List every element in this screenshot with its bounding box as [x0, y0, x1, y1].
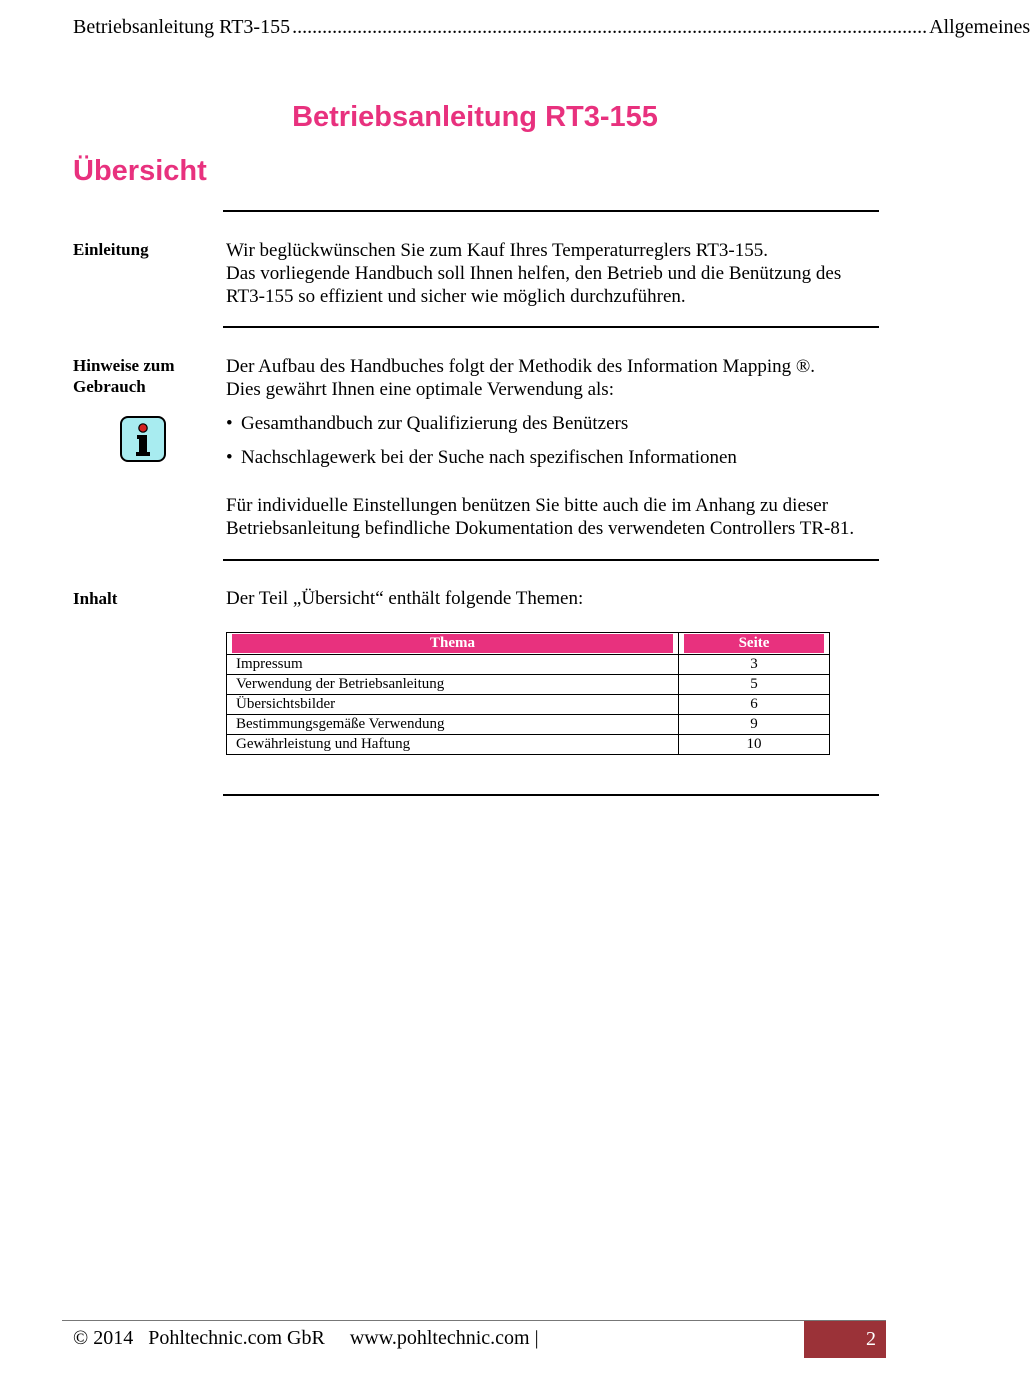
header-dots: ............................................................................................................................... [292, 16, 928, 38]
page-cell: 3 [679, 655, 830, 675]
einleitung-line: Das vorliegende Handbuch soll Ihnen helfen, den Betrieb und die Benützung des RT3-155 so effizient und sicher wie möglich durchzuführen. [226, 263, 842, 307]
topic-cell: Bestimmungsgemäße Verwendung [227, 715, 679, 735]
footer-text: © 2014 Pohltechnic.com GbR www.pohltechnic.com | [73, 1327, 539, 1349]
running-header [73, 16, 1030, 39]
hinweise-label [73, 355, 213, 397]
inhalt-label: Inhalt [73, 589, 118, 608]
header-label: Seite [684, 634, 824, 653]
hinweise-intro-line: Dies gewährt Ihnen eine optimale Verwendung als: [226, 379, 614, 400]
hinweise-intro [226, 355, 876, 401]
topic-cell: Verwendung der Betriebsanleitung [227, 675, 679, 695]
table-row [227, 675, 830, 695]
info-icon [120, 416, 166, 462]
page-cell: 5 [679, 675, 830, 695]
table-row [227, 695, 830, 715]
topic-cell: Übersichtsbilder [227, 695, 679, 715]
divider [223, 326, 879, 328]
document-title: Betriebsanleitung RT3-155 [292, 101, 658, 133]
header-label: Thema [232, 634, 673, 653]
divider [223, 794, 879, 796]
header-right: Allgemeines [929, 16, 1030, 38]
section-title: Übersicht [73, 155, 207, 187]
column-header-thema [227, 633, 679, 655]
hinweise-intro-line: Der Aufbau des Handbuches folgt der Methodik des Information Mapping ®. [226, 356, 816, 377]
hinweise-label-line: Hinweise zum [73, 356, 175, 375]
divider [223, 559, 879, 561]
table-row [227, 655, 830, 675]
list-item: • Nachschlagewerk bei der Suche nach spezifischen Informationen [226, 446, 876, 469]
einleitung-text [226, 239, 876, 308]
hinweise-note: Für individuelle Einstellungen benützen Sie bitte auch die im Anhang zu dieser Betriebsanleitung befindliche Dokumentation des verwendeten Controllers TR-81. [226, 495, 855, 539]
topic-cell: Impressum [227, 655, 679, 675]
divider [223, 210, 879, 212]
page-cell: 9 [679, 715, 830, 735]
usage-list [226, 412, 876, 480]
inhalt-intro: Der Teil „Übersicht“ enthält folgende Themen: [226, 588, 584, 609]
table-row [227, 735, 830, 755]
column-header-seite [679, 633, 830, 655]
page-cell: 6 [679, 695, 830, 715]
header-left: Betriebsanleitung RT3-155 [73, 16, 291, 38]
topic-cell: Gewährleistung und Haftung [227, 735, 679, 755]
einleitung-label: Einleitung [73, 240, 149, 259]
table-header-row [227, 633, 830, 655]
topics-table [226, 632, 830, 755]
einleitung-line: Wir beglückwünschen Sie zum Kauf Ihres Temperaturreglers RT3-155. [226, 240, 768, 261]
page-cell: 10 [679, 735, 830, 755]
list-item: • Gesamthandbuch zur Qualifizierung des Benützers [226, 412, 876, 435]
footer-divider [62, 1320, 886, 1321]
page-number: 2 [804, 1321, 886, 1358]
table-row [227, 715, 830, 735]
hinweise-label-line: Gebrauch [73, 377, 146, 396]
